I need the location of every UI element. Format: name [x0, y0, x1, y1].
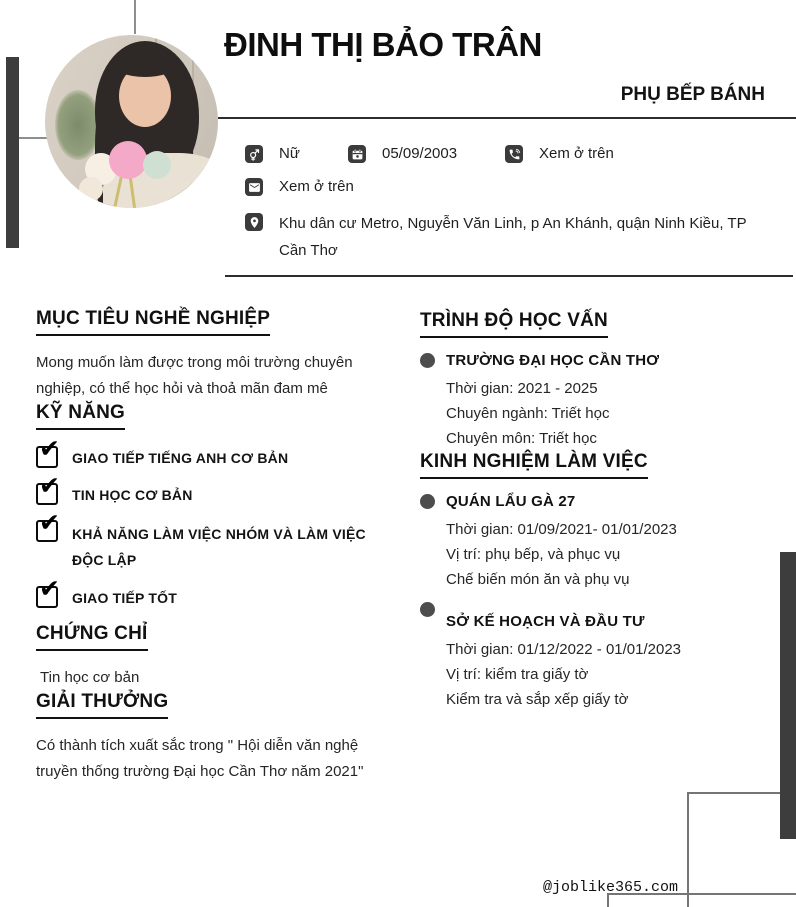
left-column [36, 308, 388, 785]
entry-bullet-icon [420, 602, 435, 617]
calendar-icon [348, 145, 366, 163]
watermark: @joblike365.com [543, 879, 679, 896]
section-heading-awards: GIẢI THƯỞNG [36, 691, 168, 719]
gender-icon [245, 145, 263, 163]
skill-item: ✔ GIAO TIẾP TIẾNG ANH CƠ BẢN [36, 446, 388, 470]
right-column [420, 310, 782, 712]
experience-line: Kiểm tra và sắp xếp giấy tờ [446, 691, 629, 708]
experience-line: Thời gian: 01/12/2022 - 01/01/2023 [446, 641, 682, 658]
contact-block [245, 143, 785, 273]
section-heading-experience: KINH NGHIỆM LÀM VIỆC [420, 451, 648, 479]
profile-photo [45, 35, 218, 208]
education-line: Chuyên ngành: Triết học [446, 405, 610, 422]
skill-item: ✔ KHẢ NĂNG LÀM VIỆC NHÓM VÀ LÀM VIỆC ĐỘC LẬP [36, 520, 388, 573]
gender-value: Nữ [279, 145, 300, 162]
phone-value: Xem ở trên [539, 145, 614, 162]
entry-bullet-icon [420, 494, 435, 509]
email-icon [245, 178, 263, 196]
section-heading-objective: MỤC TIÊU NGHỀ NGHIỆP [36, 308, 270, 336]
education-entry [420, 351, 782, 451]
experience-line: Thời gian: 01/09/2021- 01/01/2023 [446, 521, 677, 538]
address-value: Khu dân cư Metro, Nguyễn Văn Linh, p An Khánh, quận Ninh Kiều, TP Cần Thơ [279, 215, 747, 259]
certificate-text: Tin học cơ bản [40, 669, 140, 686]
entry-bullet-icon [420, 353, 435, 368]
education-line: Chuyên môn: Triết học [446, 430, 597, 447]
checkbox-checked-icon: ✔ [36, 483, 58, 505]
left-connector-hline [19, 137, 47, 139]
bottom-right-vline [687, 792, 689, 907]
location-pin-icon [245, 213, 263, 231]
job-title: PHỤ BẾP BÁNH [620, 84, 765, 105]
left-accent-bar [6, 57, 19, 248]
header-separator-line [218, 117, 796, 119]
experience-title: QUÁN LẨU GÀ 27 [446, 493, 576, 510]
checkbox-checked-icon: ✔ [36, 446, 58, 468]
section-heading-skills: KỸ NĂNG [36, 402, 125, 430]
contact-separator-line [225, 275, 793, 277]
education-line: Thời gian: 2021 - 2025 [446, 380, 598, 397]
top-connector-vline [134, 0, 136, 34]
award-text: Có thành tích xuất sắc trong " Hội diễn văn nghệ truyền thống trường Đại học Cần Thơ năm 2021" [36, 737, 364, 780]
experience-entry [420, 492, 782, 592]
bottom-right-hline [687, 792, 780, 794]
checkbox-checked-icon: ✔ [36, 520, 58, 542]
skill-item: ✔ TIN HỌC CƠ BẢN [36, 483, 388, 507]
experience-title: SỞ KẾ HOẠCH VÀ ĐẦU TƯ [446, 613, 645, 630]
section-heading-education: TRÌNH ĐỘ HỌC VẤN [420, 310, 608, 338]
person-name: ĐINH THỊ BẢO TRÂN [224, 26, 542, 63]
education-title: TRƯỜNG ĐẠI HỌC CẦN THƠ [446, 352, 660, 369]
right-accent-bar [780, 552, 796, 839]
experience-line: Vị trí: kiểm tra giấy tờ [446, 666, 589, 683]
skills-list [36, 434, 388, 610]
experience-line: Chế biến món ăn và phụ vụ [446, 571, 630, 588]
checkbox-checked-icon: ✔ [36, 586, 58, 608]
email-value: Xem ở trên [279, 178, 354, 195]
skill-item: ✔ GIAO TIẾP TỐT [36, 586, 388, 610]
dob-value: 05/09/2003 [382, 145, 458, 162]
experience-line: Vị trí: phụ bếp, và phục vụ [446, 546, 621, 563]
experience-entry [420, 600, 782, 712]
phone-icon [505, 145, 523, 163]
section-heading-certificates: CHỨNG CHỈ [36, 623, 148, 651]
objective-text: Mong muốn làm được trong môi trường chuyên nghiệp, có thể học hỏi và thoả mãn đam mê [36, 354, 353, 397]
